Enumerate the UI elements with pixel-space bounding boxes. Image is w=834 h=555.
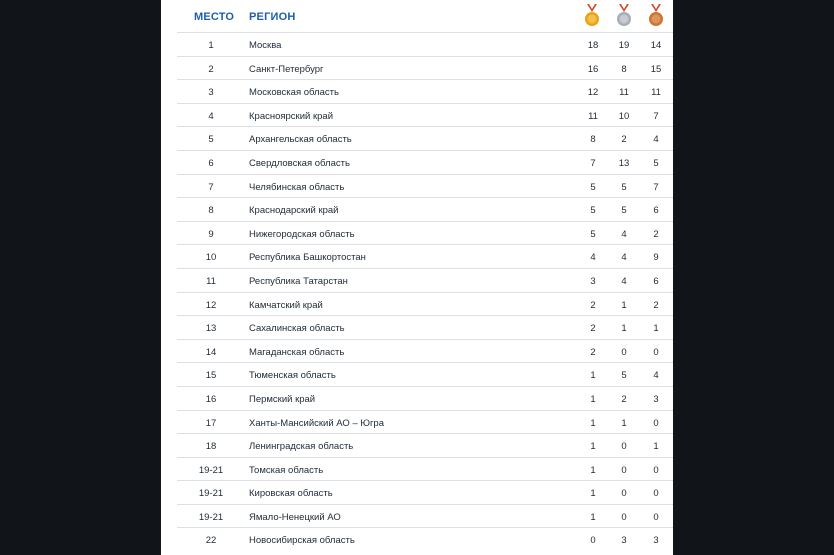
table-row (177, 126, 673, 150)
bronze-count: 9 (653, 252, 659, 264)
place-cell: 1 (208, 40, 214, 51)
table-row (177, 292, 673, 316)
place-cell: 8 (208, 205, 214, 217)
gold-count: 7 (590, 157, 596, 169)
table-row (177, 457, 673, 481)
place-cell: 5 (208, 134, 214, 146)
region-cell: Республика Башкортостан (249, 252, 366, 264)
gold-count: 5 (590, 205, 596, 217)
region-cell: Москва (249, 40, 282, 51)
table-row (177, 504, 673, 528)
silver-count: 0 (621, 441, 627, 453)
bronze-count: 15 (650, 63, 662, 75)
region-cell: Московская область (249, 87, 339, 99)
region-cell: Тюменская область (249, 370, 336, 382)
silver-count: 0 (621, 346, 627, 358)
silver-count: 5 (621, 181, 627, 193)
place-cell: 13 (205, 323, 217, 335)
silver-count: 4 (621, 275, 627, 287)
region-cell: Кировская область (249, 488, 333, 500)
region-cell: Ханты-Мансийский АО – Югра (249, 417, 384, 429)
region-cell: Республика Татарстан (249, 275, 348, 287)
region-cell: Магаданская область (249, 346, 345, 358)
place-cell: 16 (205, 393, 217, 405)
silver-medal-icon (616, 4, 632, 28)
table-row (177, 480, 673, 504)
silver-count: 5 (621, 370, 627, 382)
place-cell: 2 (208, 63, 214, 75)
silver-count: 13 (618, 157, 630, 169)
silver-count: 0 (621, 488, 627, 500)
table-row (177, 339, 673, 363)
place-cell: 19-21 (198, 511, 224, 523)
gold-count: 5 (590, 181, 596, 193)
gold-count: 16 (587, 63, 599, 75)
silver-count: 4 (621, 252, 627, 264)
gold-count: 4 (590, 252, 596, 264)
gold-count: 2 (590, 323, 596, 335)
table-row (177, 433, 673, 457)
place-cell: 18 (205, 441, 217, 453)
table-row (177, 268, 673, 292)
place-cell: 11 (206, 275, 216, 287)
bronze-count: 5 (653, 157, 659, 169)
table-row (177, 150, 673, 174)
silver-count: 1 (621, 323, 627, 335)
table-row (177, 527, 673, 551)
gold-count: 1 (590, 488, 596, 500)
place-cell: 7 (208, 181, 214, 193)
silver-count: 4 (621, 228, 627, 240)
region-cell: Красноярский край (249, 110, 333, 122)
silver-count: 5 (621, 205, 627, 217)
region-cell: Пермский край (249, 393, 316, 405)
region-cell: Краснодарский край (249, 205, 339, 217)
table-row (177, 56, 673, 80)
silver-count: 0 (621, 464, 627, 476)
region-cell: Нижегородская область (249, 228, 355, 240)
place-cell: 14 (205, 346, 217, 358)
table-body (161, 32, 673, 551)
table-row (177, 32, 673, 56)
place-cell: 12 (205, 299, 217, 311)
gold-count: 1 (590, 464, 596, 476)
gold-count: 11 (588, 110, 598, 122)
silver-count: 1 (621, 417, 627, 429)
table-row (177, 197, 673, 221)
table-row (177, 362, 673, 386)
place-cell: 9 (208, 228, 214, 240)
bronze-count: 6 (653, 275, 659, 287)
gold-count: 1 (590, 370, 596, 382)
gold-medal-icon (584, 4, 600, 28)
silver-count: 10 (618, 110, 630, 122)
region-cell: Ямало-Ненецкий АО (249, 511, 341, 523)
bronze-count: 3 (653, 535, 659, 547)
place-cell: 10 (205, 252, 217, 264)
gold-count: 5 (590, 228, 596, 240)
gold-count: 3 (590, 275, 596, 287)
bronze-count: 6 (653, 205, 659, 217)
region-cell: Томская область (249, 464, 324, 476)
table-header (161, 0, 673, 32)
region-cell: Камчатский край (249, 299, 323, 311)
bronze-count: 4 (653, 134, 659, 146)
bronze-count: 0 (653, 464, 659, 476)
bronze-count: 1 (653, 441, 659, 453)
region-cell: Челябинская область (249, 181, 345, 193)
region-cell: Санкт-Петербург (249, 63, 324, 75)
table-row (177, 221, 673, 245)
gold-count: 1 (590, 393, 596, 405)
gold-count: 2 (590, 299, 596, 311)
table-row (177, 174, 673, 198)
gold-count: 1 (590, 511, 596, 523)
silver-count: 2 (621, 134, 627, 146)
bronze-count: 0 (653, 488, 659, 500)
silver-count: 19 (618, 40, 630, 51)
bronze-count: 0 (653, 511, 659, 523)
gold-count: 12 (587, 87, 599, 99)
place-cell: 22 (205, 535, 217, 547)
bronze-count: 2 (653, 299, 659, 311)
place-cell: 19-21 (198, 464, 224, 476)
bronze-count: 4 (653, 370, 659, 382)
place-cell: 15 (205, 370, 217, 382)
bronze-count: 7 (653, 110, 659, 122)
table-row (177, 386, 673, 410)
bronze-count: 2 (653, 228, 659, 240)
silver-count: 3 (621, 535, 627, 547)
gold-count: 1 (590, 441, 596, 453)
header-place: МЕСТО (194, 11, 235, 23)
region-cell: Архангельская область (249, 134, 352, 146)
place-cell: 3 (208, 87, 214, 99)
header-region: РЕГИОН (249, 11, 296, 23)
silver-count: 8 (621, 63, 627, 75)
region-cell: Свердловская область (249, 157, 350, 169)
region-cell: Ленинградская область (249, 441, 354, 453)
table-row (177, 315, 673, 339)
table-row (177, 244, 673, 268)
bronze-count: 14 (650, 40, 662, 51)
table-row (177, 103, 673, 127)
medal-table-panel (161, 0, 673, 555)
silver-count: 1 (621, 299, 627, 311)
place-cell: 19-21 (198, 488, 224, 500)
gold-count: 2 (590, 346, 596, 358)
gold-count: 18 (587, 40, 599, 51)
bronze-count: 0 (653, 417, 659, 429)
table-row (177, 410, 673, 434)
bronze-count: 7 (653, 181, 659, 193)
bronze-medal-icon (648, 4, 664, 28)
bronze-count: 11 (651, 87, 661, 99)
gold-count: 8 (590, 134, 596, 146)
bronze-count: 0 (653, 346, 659, 358)
region-cell: Сахалинская область (249, 323, 345, 335)
place-cell: 4 (208, 110, 214, 122)
gold-count: 0 (590, 535, 596, 547)
bronze-count: 1 (653, 323, 659, 335)
table-row (177, 79, 673, 103)
region-cell: Новосибирская область (249, 535, 355, 547)
silver-count: 0 (621, 511, 627, 523)
place-cell: 17 (205, 417, 217, 429)
silver-count: 2 (621, 393, 627, 405)
place-cell: 6 (208, 157, 214, 169)
bronze-count: 3 (653, 393, 659, 405)
silver-count: 11 (619, 87, 629, 99)
gold-count: 1 (590, 417, 596, 429)
